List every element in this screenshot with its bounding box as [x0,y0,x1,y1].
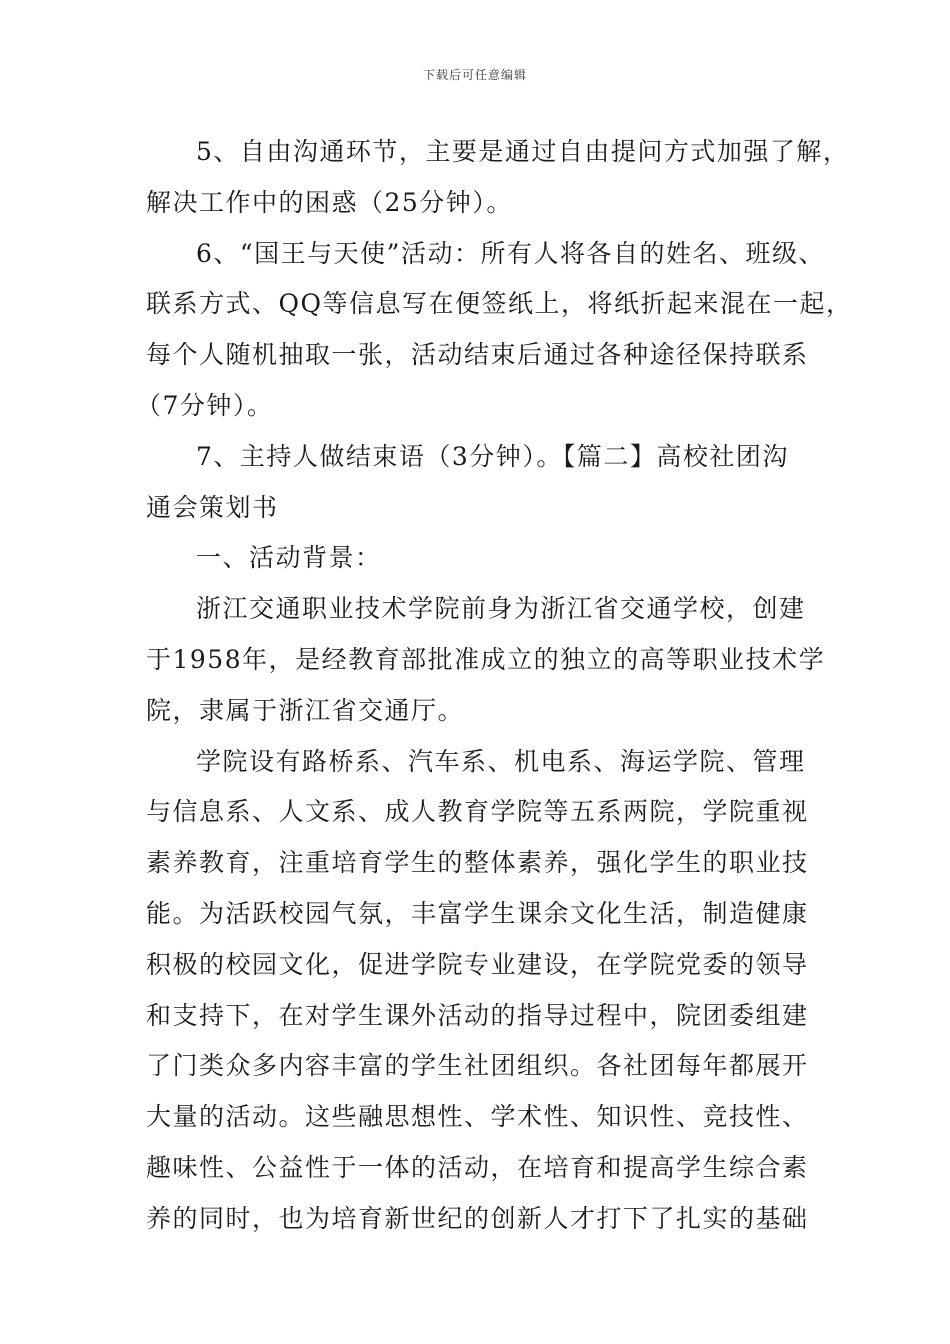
paragraph-line: 7、主持人做结束语（3分钟）。【篇二】高校社团沟 [196,441,789,471]
paragraph-line: 大量的活动。这些融思想性、学术性、知识性、竞技性、 [146,1102,809,1132]
paragraph-line: 趣味性、公益性于一体的活动，在培育和提高学生综合素 [146,1152,809,1182]
paragraph-line: 素养教育，注重培育学生的整体素养，强化学生的职业技 [146,848,809,878]
document-body [136,127,853,1245]
paragraph-line: 解决工作中的困惑（25分钟）。 [146,187,513,217]
paragraph-line: 积极的校园文化，促进学院专业建设，在学院党委的领导 [146,949,809,979]
paragraph-line: 5、自由沟通环节，主要是通过自由提问方式加强了解， [196,137,850,166]
section-heading: 一、活动背景： [196,543,382,573]
paragraph-line: 学院设有路桥系、汽车系、机电系、海运学院、管理 [196,746,806,776]
paragraph-line: 每个人随机抽取一张，活动结束后通过各种途径保持联系 [146,340,809,370]
paragraph-line: 通会策划书 [146,492,279,522]
paragraph-line: （7分钟）。 [136,390,274,420]
paragraph-line: 院，隶属于浙江省交通厅。 [146,695,465,725]
paragraph-line: 与信息系、人文系、成人教育学院等五系两院，学院重视 [146,797,809,827]
paragraph-line: 了门类众多内容丰富的学生社团组织。各社团每年都展开 [146,1051,809,1081]
paragraph-line: 联系方式、QQ等信息写在便签纸上，将纸折起来混在一起， [146,289,853,319]
paragraph-line: 和支持下，在对学生课外活动的指导过程中，院团委组建 [146,1000,809,1030]
paragraph-line: 6、“国王与天使”活动：所有人将各自的姓名、班级、 [196,238,825,268]
paragraph-line: 浙江交通职业技术学院前身为浙江省交通学校，创建 [196,594,806,624]
download-edit-note: 下载后可任意编辑 [422,68,527,82]
paragraph-line: 能。为活跃校园气氛，丰富学生课余文化生活，制造健康 [146,898,809,928]
paragraph-line: 养的同时，也为培育新世纪的创新人才打下了扎实的基础 [146,1203,809,1233]
paragraph-line: 于1958年，是经教育部批准成立的独立的高等职业技术学 [146,644,826,674]
